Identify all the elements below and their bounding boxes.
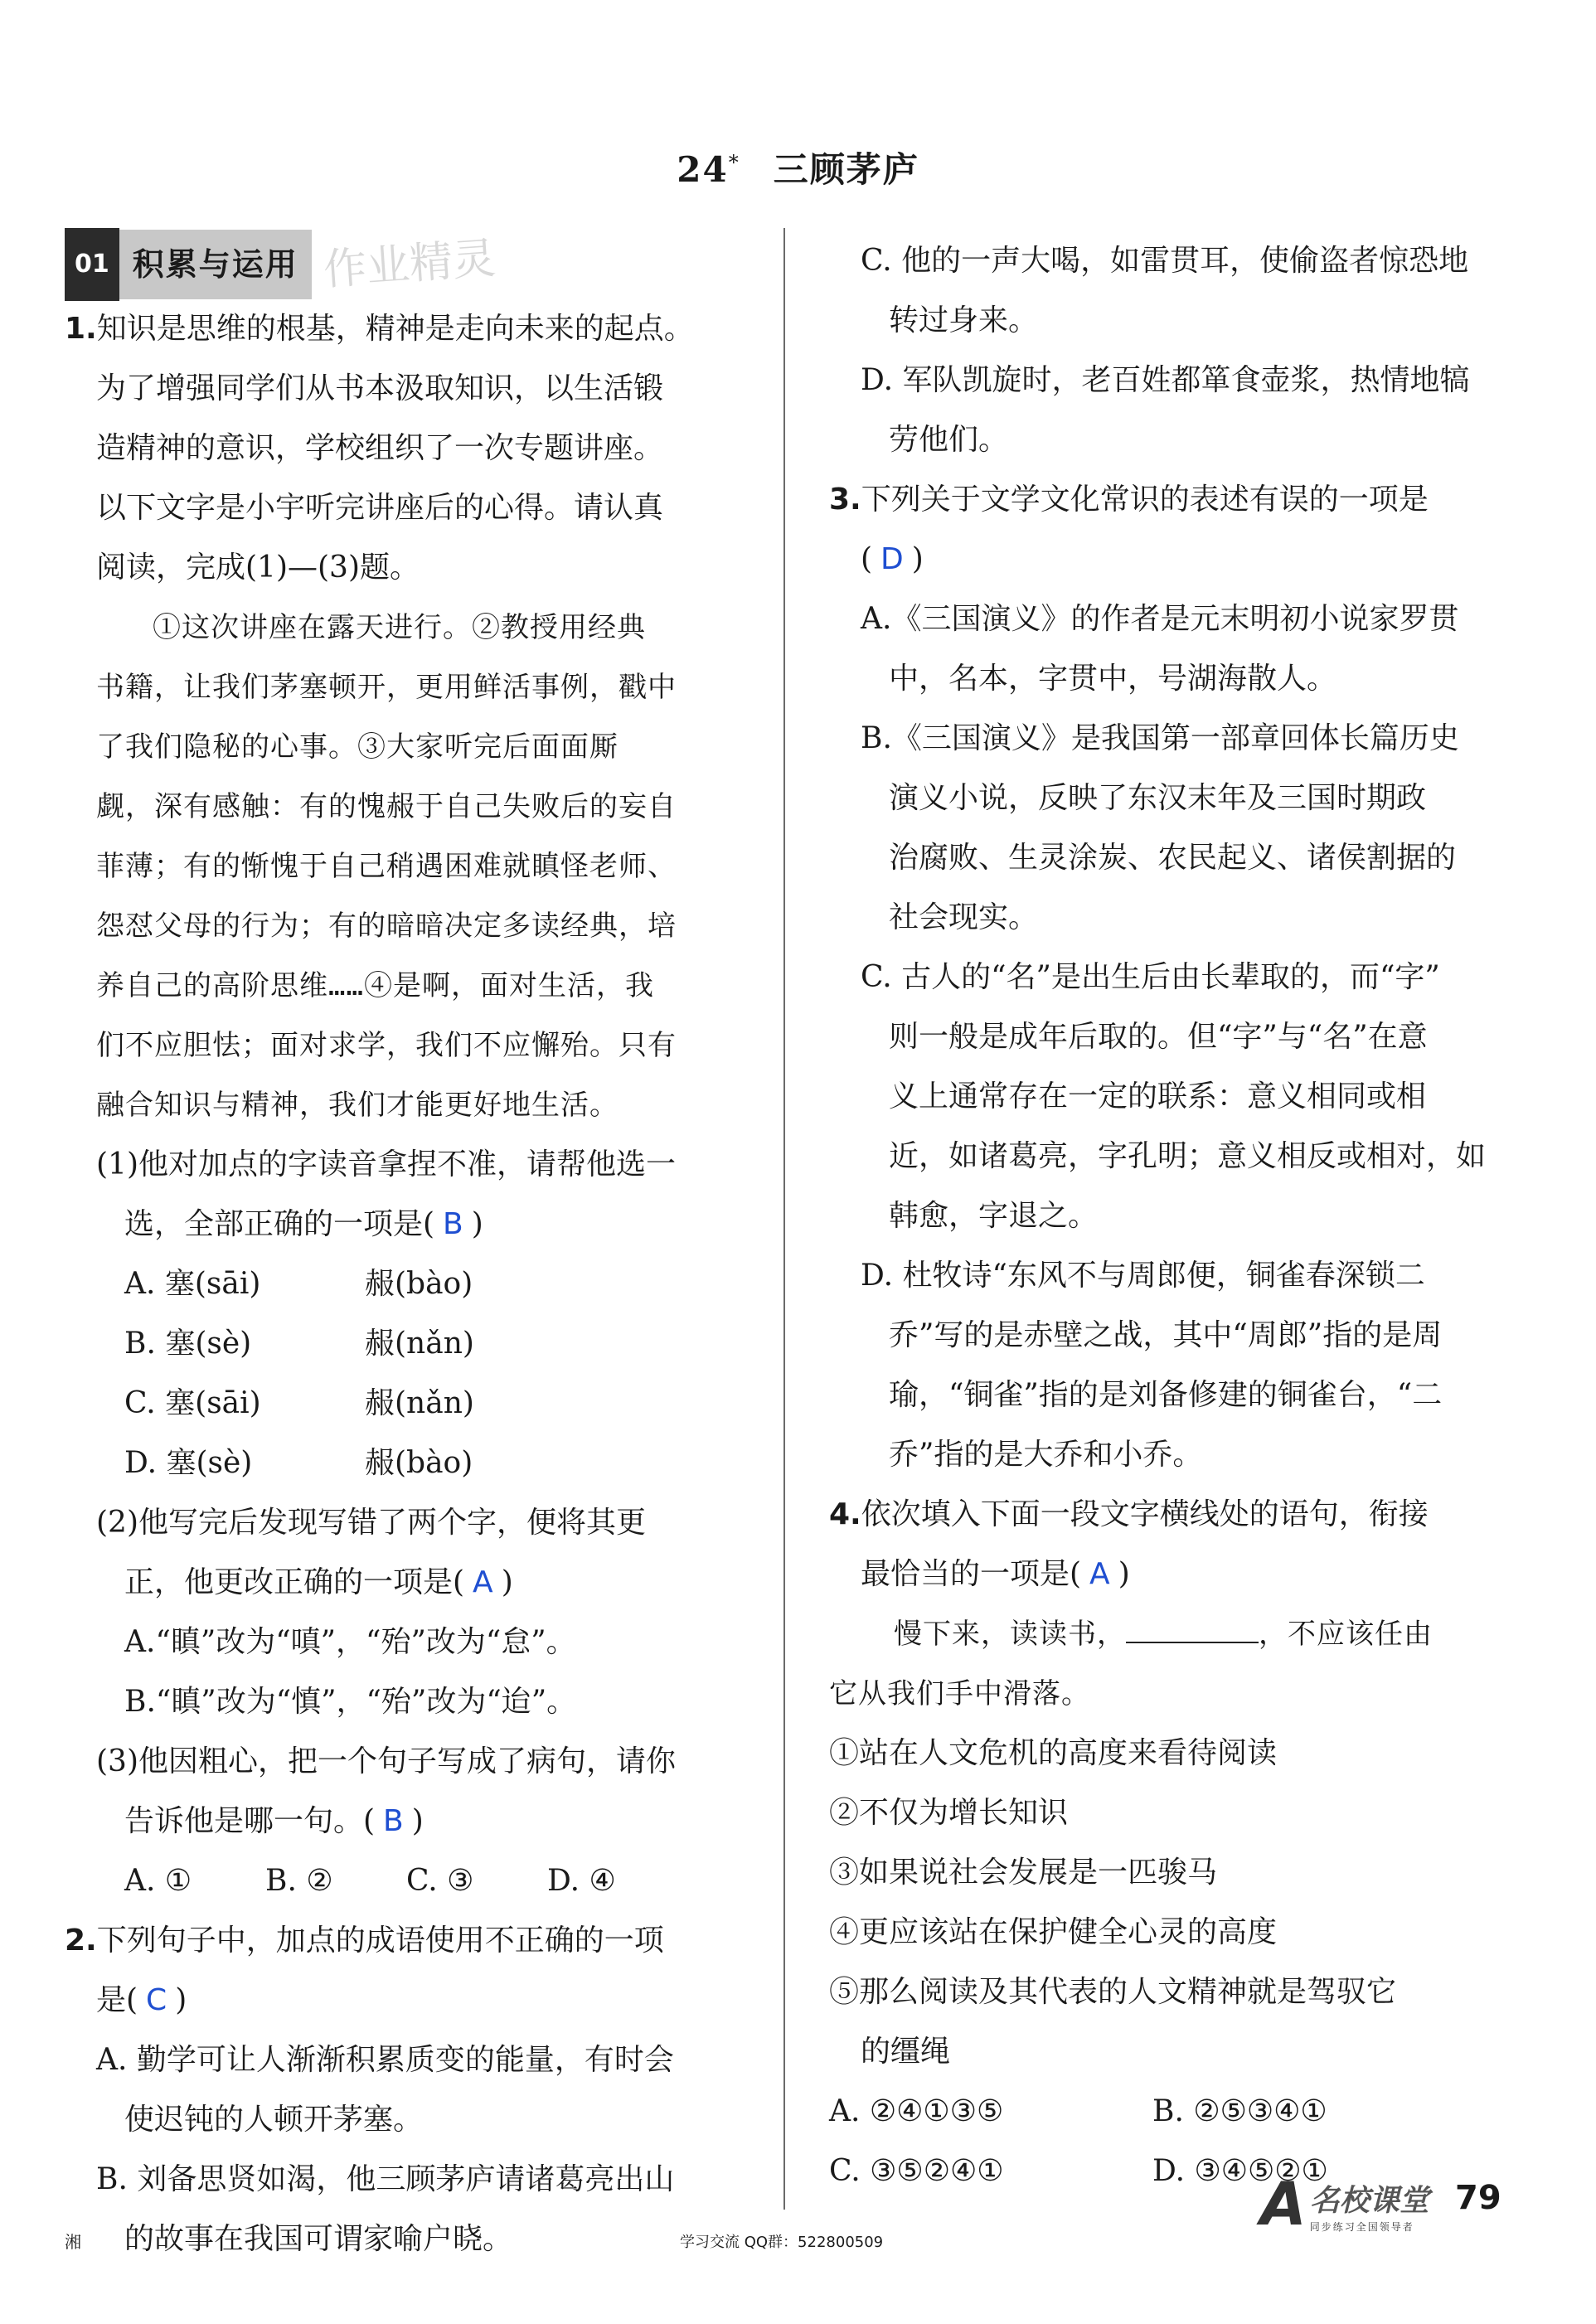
answer-mark: C: [146, 1983, 167, 2017]
fill-blank: [1126, 1617, 1259, 1643]
publisher-logo: A 名校课堂 同步练习全国领导者: [1260, 2169, 1429, 2239]
left-column: [65, 228, 753, 2269]
question-1: 1.知识是思维的根基，精神是走向未来的起点。 为了增强同学们从书本汲取知识，以生活锻 造精神的意识，学校组织了一次专题讲座。 以下文字是小宇听完讲座后的心得。请认真 阅读，完成(1)—(3)题。 ①这次讲座在露天进行。②教授用经典 书籍，让我们茅塞顿开，更用鲜活事例，戳中 了我们隐秘的心事。③大家听完后面面厮 觑，深有感触：有的愧赧于自己失败后的妄自 菲薄；有的惭愧于自己稍遇困难就瞋怪老师、 怨怼父母的行为；有的暗暗决定多读经典，培 养自己的高阶思维……④是啊，面对生活，我 们不应胆怯；面对求学，我们不应懈殆。只有 融合知识与精神，我们才能更好地生活。 (1)他对加点的字读音拿捏不准，请帮他选一 选，全部正确的一项是( B ) A. 塞(sāi) 赧(bào) B. 塞(sè) 赧(nǎn) C. 塞(sāi) 赧(nǎn) D. 塞(sè) 赧(bào) (2)他写完后发现写错了两个字，便将其更 正，他更改正确的一项是( A ) A.“瞋”改为“嗔”，“殆”改为“怠”。 B.“瞋”改为“慎”，“殆”改为“迨”。 (3)他因粗心，把一个句子写成了病句，请你 告诉他是哪一句。( B ) A. ① B. ② C. ③ D. ④: [65, 299, 753, 1911]
right-column: C. 他的一声大喝，如雷贯耳，使偷盗者惊恐地 转过身来。 D. 军队凯旋时，老百姓都箪食壶浆，热情地犒 劳他们。 3.下列关于文学文化常识的表述有误的一项是 ( D ) A.《三国演义》的作者是元末明初小说家罗贯 中，名本，字贯中，号湖海散人。 B.《三国演义》是我国第一部章回体长篇历史 演义小说，反映了东汉末年及三国时期政 治腐败、生灵涂炭、农民起义、诸侯割据的 社会现实。 C. 古人的“名”是出生后由长辈取的，而“字” 则一般是成年后取的。但“字”与“名”在意 义上通常存在一定的联系：意义相同或相 近，如诸葛亮，字孔明；意义相反或相对，如 韩愈，字退之。 D. 杜牧诗“东风不与周郎便，铜雀春深锁二 乔”写的是赤壁之战，其中“周郎”指的是周 瑜，“铜雀”指的是刘备修建的铜雀台，“二 乔”指的是大乔和小乔。 4.依次填入下面一段文字横线处的语句，衔接 最恰当的一项是( A ) 慢下来，读读书， ，不应该任由 它从我们手中滑落。 ①站在人文危机的高度来看待阅读 ②不仅为增长知识 ③如果说社会发展是一匹骏马 ④更应该站在保护健全心灵的高度 ⑤那么阅读及其代表的人文精神就是驾驭它 的缰绳 A. ②④①③⑤ B. ②⑤③④① C. ③⑤②④① D. ③④⑤②①: [829, 228, 1509, 2201]
page-number: 79: [1455, 2179, 1501, 2217]
footer-region: 湘: [65, 2232, 81, 2252]
answer-mark: A: [1089, 1557, 1110, 1591]
question-3: 3.下列关于文学文化常识的表述有误的一项是 ( D ) A.《三国演义》的作者是元末明初小说家罗贯 中，名本，字贯中，号湖海散人。 B.《三国演义》是我国第一部章回体长篇历史 演义小说，反映了东汉末年及三国时期政 治腐败、生灵涂炭、农民起义、诸侯割据的 社会现实。 C. 古人的“名”是出生后由长辈取的，而“字” 则一般是成年后取的。但“字”与“名”在意 义上通常存在一定的联系：意义相同或相 近，如诸葛亮，字孔明；意义相反或相对，如 韩愈，字退之。 D. 杜牧诗“东风不与周郎便，铜雀春深锁二 乔”写的是赤壁之战，其中“周郎”指的是周 瑜，“铜雀”指的是刘备修建的铜雀台，“二 乔”指的是大乔和小乔。: [829, 483, 1487, 1472]
answer-mark: B: [383, 1804, 404, 1838]
question-4: 4.依次填入下面一段文字横线处的语句，衔接 最恰当的一项是( A ) 慢下来，读读书， ，不应该任由 它从我们手中滑落。 ①站在人文危机的高度来看待阅读 ②不仅为增长知识 ③如果说社会发展是一匹骏马 ④更应该站在保护健全心灵的高度 ⑤那么阅读及其代表的人文精神就是驾驭它 的缰绳 A. ②④①③⑤ B. ②⑤③④① C. ③⑤②④① D. ③④⑤②①: [829, 1485, 1509, 2201]
question-2: 2.下列句子中，加点的成语使用不正确的一项 是( C ) A. 勤学可让人渐渐积累质变的能量，有时会 使迟钝的人顿开茅塞。 B. 刘备思贤如渴，他三顾茅庐请诸葛亮出山 的故事在我国可谓家喻户晓。: [65, 1924, 675, 2256]
q4-passage: 慢下来，读读书， ，不应该任由 它从我们手中滑落。: [829, 1618, 1433, 1710]
answer-mark: A: [473, 1565, 493, 1599]
lesson-title: 24* 三顾茅庐: [677, 149, 919, 190]
answer-mark: D: [880, 542, 904, 576]
footer-qq: 学习交流 QQ群：522800509: [680, 2234, 884, 2251]
watermark: 作业精灵: [321, 233, 497, 296]
q1-passage: ①这次讲座在露天进行。②教授用经典 书籍，让我们茅塞顿开，更用鲜活事例，戳中 了我们隐秘的心事。③大家听完后面面厮 觑，深有感触：有的愧赧于自己失败后的妄自 菲薄；有的惭愧于自己稍遇困难就瞋怪老师、 怨怼父母的行为；有的暗暗决定多读经典，培 养自己的高阶思维……④是啊，面对生活，我 们不应胆怯；面对求学，我们不应懈殆。只有 融合知识与精神，我们才能更好地生活。: [96, 611, 677, 1122]
answer-mark: B: [443, 1207, 463, 1241]
column-divider: [783, 228, 785, 2210]
section-header: 01 积累与运用 作业精灵: [65, 236, 753, 293]
